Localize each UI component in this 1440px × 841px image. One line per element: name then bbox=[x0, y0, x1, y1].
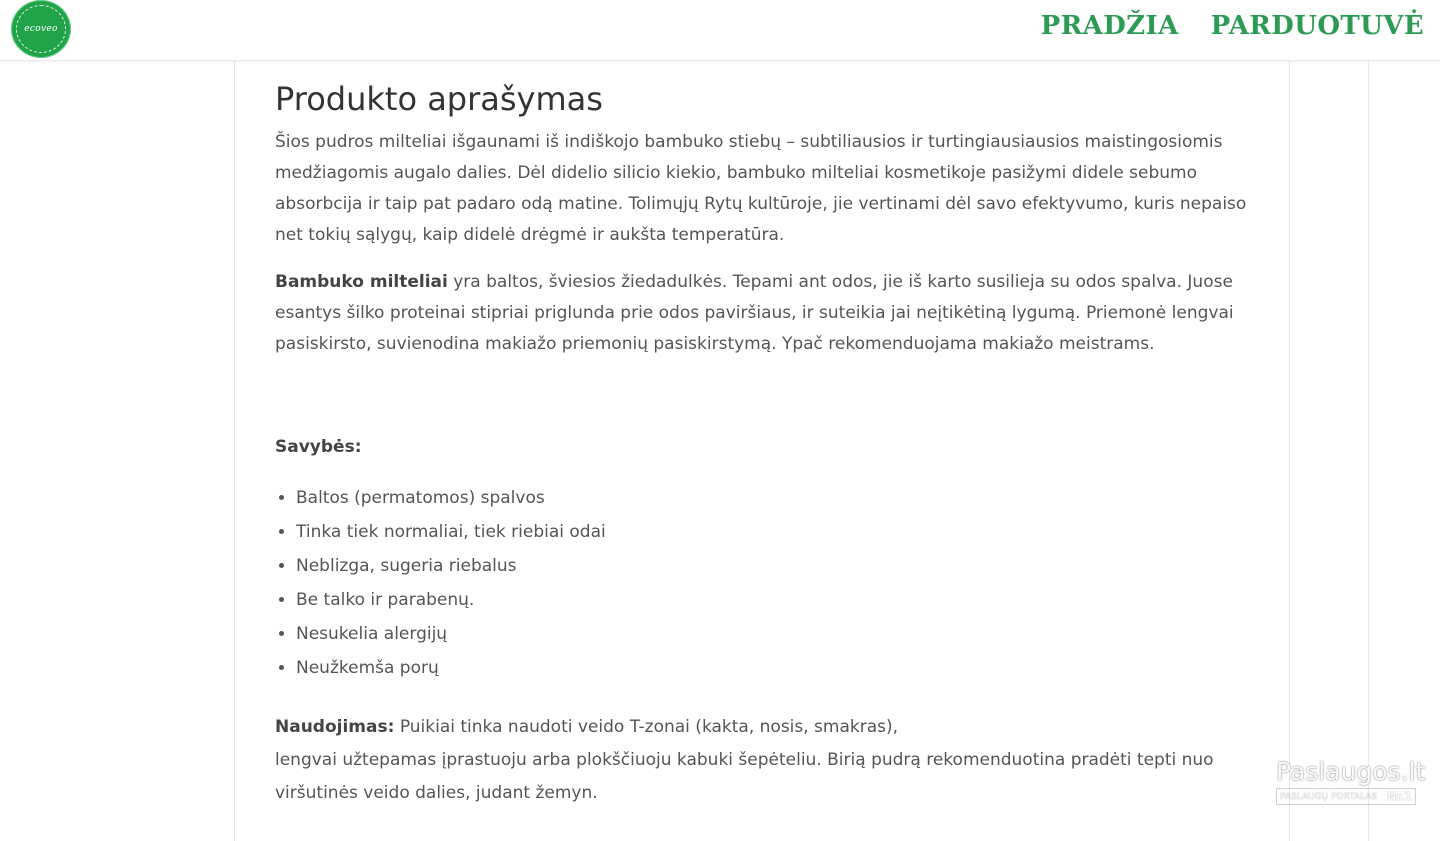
paslaugos-watermark bbox=[1276, 757, 1426, 806]
usage-text-line2: lengvai užtepamas įprastuoju arba plokščiuoju kabuki šepėteliu. Birią pudrą rekomenduotina pradėti tepti nuo viršutinės veido dalies, judant žemyn. bbox=[275, 750, 1214, 803]
features-list-item: • Tinka tiek normaliai, tiek riebiai odai bbox=[296, 515, 1255, 549]
features-list-item: • Neblizga, sugeria riebalus bbox=[296, 549, 1255, 583]
watermark-subtitle-row bbox=[1276, 788, 1416, 805]
description-paragraph bbox=[275, 267, 1255, 360]
watermark-title: Paslaugos.lt bbox=[1276, 757, 1426, 786]
usage-paragraph bbox=[275, 711, 1255, 810]
features-list-item: • Be talko ir parabenų. bbox=[296, 583, 1255, 617]
intro-paragraph: Šios pudros milteliai išgaunami iš indiškojo bambuko stiebų – subtiliausios ir turtingiausiausios maistingosiomis medžiagomis augalo dalies. Dėl didelio silicio kiekio, bambuko milteliai kosmetikoje pasižymi didele sebumo absorbcija ir taip pat padaro odą matine. Tolimųjų Rytų kultūroje, jie vertinami dėl savo efektyvumo, kuris nepaiso net tokių sąlygų, kaip didelė drėgmė ir aukšta temperatūra. bbox=[275, 132, 1247, 245]
features-list bbox=[275, 481, 1255, 685]
features-heading: Savybės: bbox=[275, 437, 362, 457]
section-title: Produkto aprašymas bbox=[275, 80, 603, 118]
features-list-item: • Baltos (permatomos) spalvos bbox=[296, 481, 1255, 515]
right-divider bbox=[1368, 61, 1369, 841]
features-list-item: • Neužkemša porų bbox=[296, 651, 1255, 685]
product-description-content bbox=[275, 79, 1255, 810]
description-bold-lead: Bambuko milteliai bbox=[275, 272, 448, 292]
site-header bbox=[0, 0, 1440, 61]
logo-text: ecoveo bbox=[24, 24, 58, 34]
watermark-subtitle: PASLAUGŲ PORTALAS bbox=[1280, 791, 1378, 802]
usage-bold-lead: Naudojimas: bbox=[275, 717, 395, 737]
main-nav bbox=[1041, 8, 1424, 44]
watermark-badge: Nr.1 bbox=[1387, 790, 1412, 803]
description-text: yra baltos, šviesios žiedadulkės. Tepami ant odos, jie iš karto susilieja su odos spalva. Juose esantys šilko proteinai stipriai priglunda prie odos paviršiaus, ir suteikia jai neįtikėtiną lygumą. Priemonė lengvai pasiskirsto, suvienodina makiažo priemonių pasiskirstymą. Ypač rekomenduojama makiažo meistrams. bbox=[275, 272, 1234, 354]
product-description-panel bbox=[234, 61, 1290, 841]
usage-text-line1: Puikiai tinka naudoti veido T-zonai (kakta, nosis, smakras), bbox=[394, 717, 899, 737]
nav-item-parduotuve[interactable]: PARDUOTUVĖ bbox=[1210, 11, 1424, 41]
ecoveo-logo[interactable] bbox=[11, 0, 71, 58]
features-list-item: • Nesukelia alergijų bbox=[296, 617, 1255, 651]
nav-item-pradzia[interactable]: PRADŽIA bbox=[1040, 11, 1179, 41]
